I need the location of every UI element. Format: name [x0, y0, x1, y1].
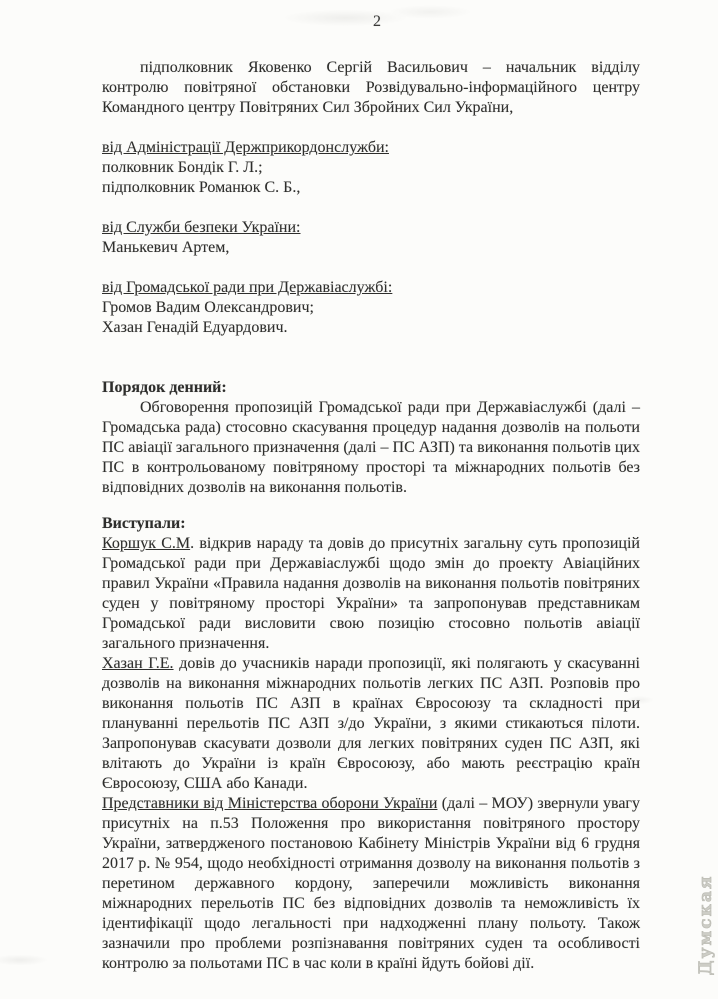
delegation-group-public-council — [102, 278, 640, 338]
speech-paragraph — [102, 534, 640, 654]
speech-paragraph — [102, 654, 640, 794]
delegation-heading: від Громадської ради при Державіаслужбі: — [102, 279, 393, 296]
delegation-member: підполковник Романюк С. Б., — [102, 179, 301, 196]
delegation-group-border-guard — [102, 138, 640, 198]
delegation-group-security-service — [102, 218, 640, 258]
delegation-heading: від Адміністрації Держприкордонслужби: — [102, 139, 389, 156]
speeches-heading: Виступали: — [102, 515, 186, 532]
speaker-name: Коршук С.М — [102, 535, 191, 552]
speaker-name: Представники від Міністерства оборони України — [102, 795, 438, 812]
agenda-paragraph: Обговорення пропозицій Громадської ради при Державіаслужбі (далі – Громадська рада) стосовно скасування процедур надання дозволів на польоти ПС авіації загального призначення (далі – ПС АЗП) та виконання польотів цих ПС в контрольованому повітряному просторі та міжнародних польотів без відповідних дозволів на виконання польотів. — [102, 399, 640, 496]
speech-paragraph — [102, 794, 640, 974]
agenda-section — [102, 378, 640, 498]
delegation-member: Манькевич Артем, — [102, 239, 230, 256]
speaker-name: Хазан Г.Е. — [102, 655, 174, 672]
delegation-heading: від Служби безпеки України: — [102, 219, 301, 236]
speech-text: довів до учасників наради пропозиції, які полягають у скасуванні дозволів на виконання міжнародних польотів легких ПС АЗП. Розповів про виконання польотів ПС АЗП в країнах Євросоюзу та складності при плануванні перельотів ПС АЗП з/до України, з якими стикаються пілоти. Запропонував скасувати дозволи для легких повітряних суден ПС АЗП, які влітають до України із країн Євросоюзу, або мають реєстрацію країн Євросоюзу, США або Канади. — [102, 655, 641, 792]
watermark: Думская — [696, 874, 716, 976]
delegation-member: Хазан Генадій Едуардович. — [102, 319, 288, 336]
speeches-section — [102, 514, 640, 974]
delegation-member: полковник Бондік Г. Л.; — [102, 159, 263, 176]
participants-paragraph: підполковник Яковенко Сергій Васильович – начальник відділу контролю повітряної обстановки Розвідувально-інформаційного центру Командного центру Повітряних Сил Збройних Сил України, — [102, 59, 640, 116]
page-number: 2 — [373, 13, 381, 30]
agenda-heading: Порядок денний: — [102, 379, 227, 396]
speech-text: (далі – МОУ) звернули увагу присутніх на п.53 Положення про використання повітряного простору України, затвердженого постановою Кабінету Міністрів України від 6 грудня 2017 р. № 954, щодо необхідності отримання дозволу на виконання польотів з перетином державного кордону, заперечили можливість виконання міжнародних перельотів ПС без відповідних дозволів та неможливість їх ідентифікації щодо легальності при надходженні плану польоту. Також зазначили про проблеми розпізнавання повітряних суден та особливості контролю за польотами ПС в час коли в країні йдуть бойові дії. — [102, 795, 640, 972]
speech-text: . відкрив нараду та довів до присутніх загальну суть пропозицій Громадської ради при Державіаслужбі щодо змін до проекту Авіаційних правил України «Правила надання дозволів на виконання польотів повітряних суден у повітряному просторі України» та запропонував представникам Громадської ради висловити свою позицію стосовно польотів авіації загального призначення. — [102, 535, 640, 652]
delegation-member: Громов Вадим Олександрович; — [102, 299, 314, 316]
